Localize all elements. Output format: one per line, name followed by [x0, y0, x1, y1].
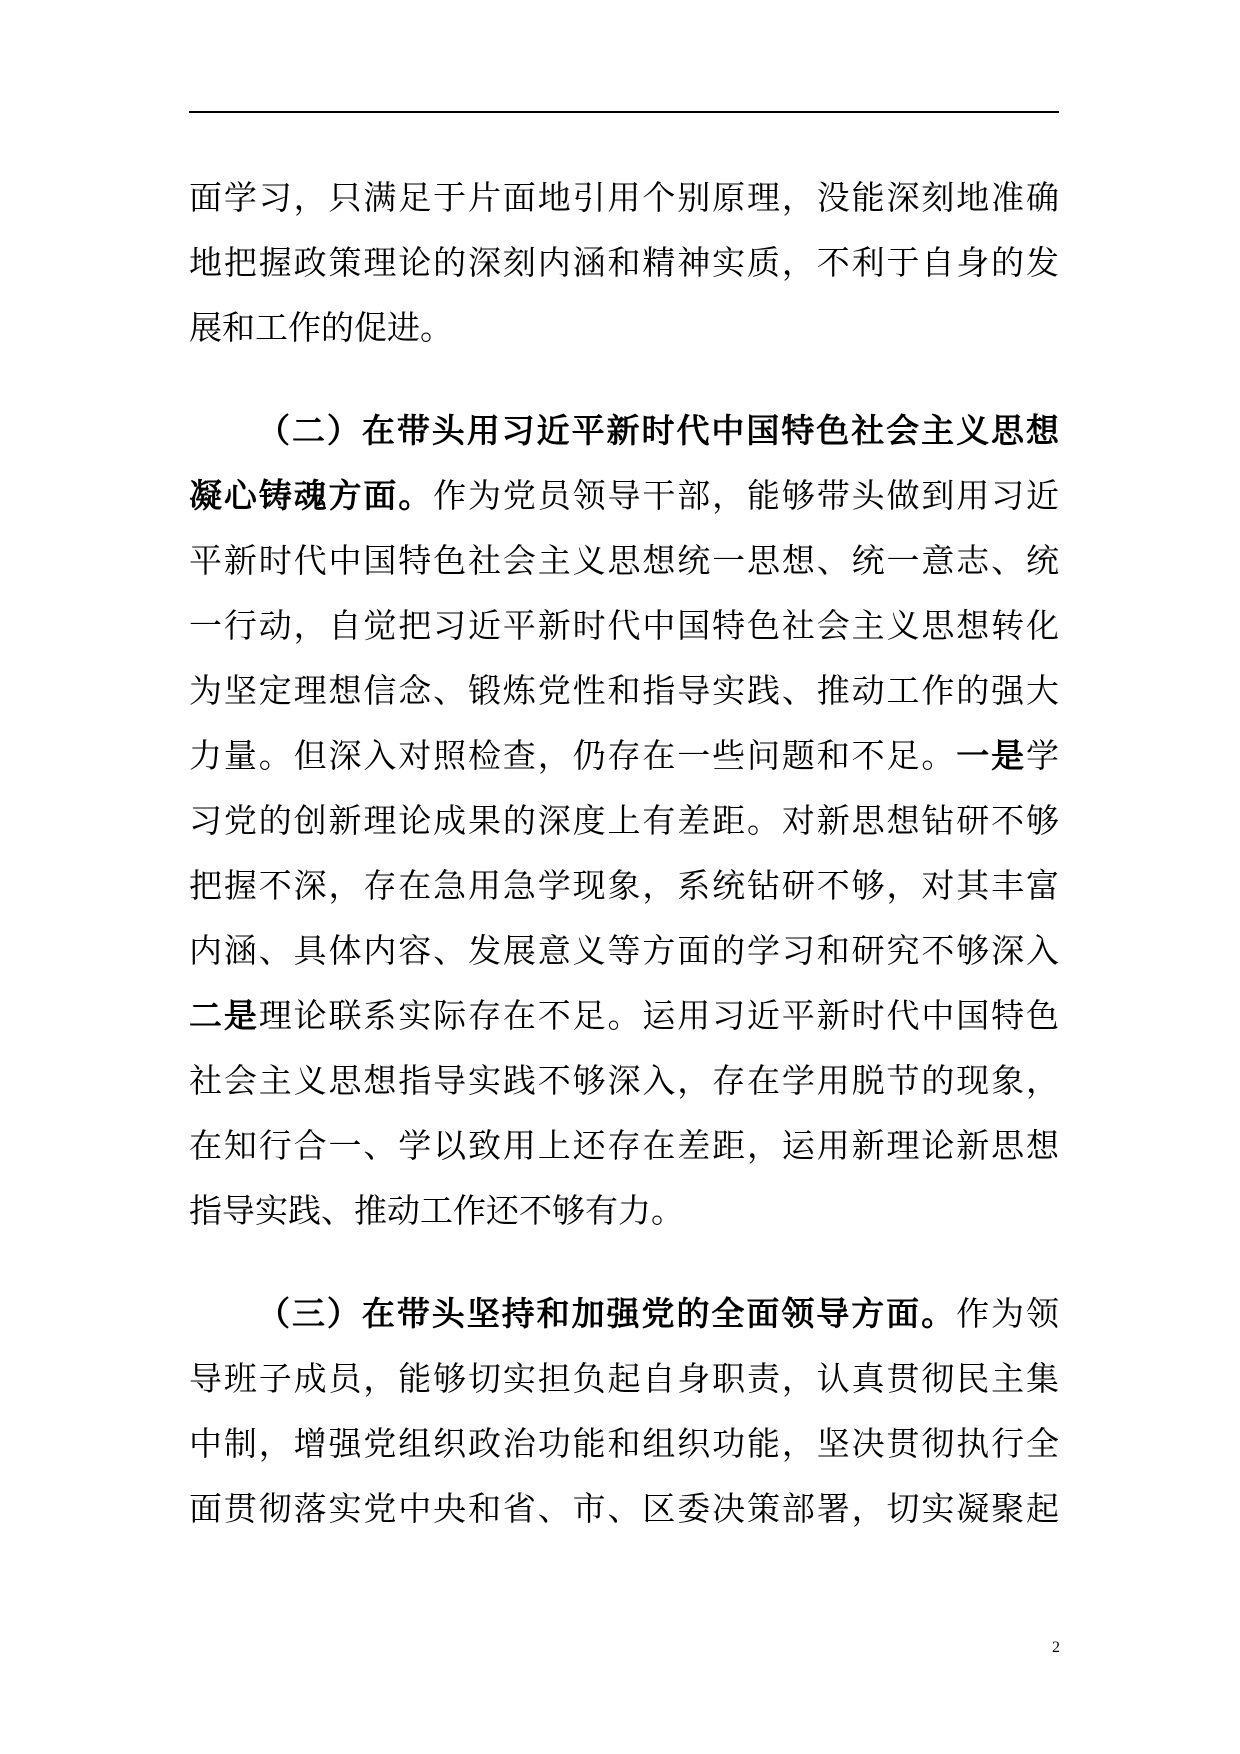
text-segment: 学 [1026, 736, 1059, 775]
text-line [189, 658, 1059, 723]
text-line [189, 853, 1059, 918]
text-line [189, 1178, 1059, 1243]
text-segment: 习党的创新理论成果的深度上有差距。对新思想钻研不够 [189, 801, 1059, 840]
text-segment: 在知行合一、学以致用上还存在差距，运用新理论新思想 [189, 1126, 1059, 1165]
text-segment: 导班子成员，能够切实担负起自身职责，认真贯彻民主集 [189, 1359, 1059, 1398]
text-line [189, 1281, 1059, 1346]
text-segment: 作为党员领导干部，能够带头做到用习近 [433, 476, 1059, 515]
paragraph [189, 165, 1059, 360]
text-line [189, 165, 1059, 230]
text-line [189, 593, 1059, 658]
text-segment: 展和工作的促进。 [189, 308, 453, 347]
text-line [189, 918, 1059, 983]
bold-text: 一是 [956, 736, 1026, 775]
bold-text: （三）在带头坚持和加强党的全面领导方面。 [257, 1294, 957, 1333]
text-line [189, 463, 1059, 528]
bold-text: 凝心铸魂方面。 [189, 476, 434, 515]
text-segment: 力量。但深入对照检查，仍存在一些问题和不足。 [189, 736, 957, 775]
header-rule [189, 111, 1059, 113]
document-body [189, 165, 1059, 1579]
text-line [189, 788, 1059, 853]
text-segment: 指导实践、推动工作还不够有力。 [189, 1191, 684, 1230]
text-segment: 面学习，只满足于片面地引用个别原理，没能深刻地准确 [189, 178, 1059, 217]
paragraph [189, 1281, 1059, 1541]
text-segment: 平新时代中国特色社会主义思想统一思想、统一意志、统 [189, 541, 1059, 580]
bold-text: （二）在带头用习近平新时代中国特色社会主义思想 [257, 411, 1059, 450]
text-line [189, 230, 1059, 295]
text-segment: 把握不深，存在急用急学现象，系统钻研不够，对其丰富 [189, 866, 1059, 905]
text-line [189, 1048, 1059, 1113]
text-segment: 面贯彻落实党中央和省、市、区委决策部署，切实凝聚起 [189, 1489, 1059, 1528]
text-segment: 社会主义思想指导实践不够深入，存在学用脱节的现象， [189, 1061, 1059, 1100]
text-line [189, 1113, 1059, 1178]
text-segment: 内涵、具体内容、发展意义等方面的学习和研究不够深入 [189, 931, 1059, 970]
text-line [189, 295, 1059, 360]
text-line [189, 398, 1059, 463]
text-segment: 一行动，自觉把习近平新时代中国特色社会主义思想转化 [189, 606, 1059, 645]
paragraph [189, 398, 1059, 1243]
text-segment: 为坚定理想信念、锻炼党性和指导实践、推动工作的强大 [189, 671, 1059, 710]
text-line [189, 1411, 1059, 1476]
text-segment: 理论联系实际存在不足。运用习近平新时代中国特色 [258, 996, 1059, 1035]
text-line [189, 1346, 1059, 1411]
text-line [189, 1476, 1059, 1541]
text-segment: 中制，增强党组织政治功能和组织功能，坚决贯彻执行全 [189, 1424, 1059, 1463]
text-segment: 地把握政策理论的深刻内涵和精神实质，不利于自身的发 [189, 243, 1059, 282]
bold-text: 二是 [189, 996, 259, 1035]
text-line [189, 723, 1059, 788]
text-line [189, 528, 1059, 593]
page-number: 2 [1052, 1639, 1060, 1656]
text-line [189, 983, 1059, 1048]
text-segment: 作为领 [956, 1294, 1059, 1333]
